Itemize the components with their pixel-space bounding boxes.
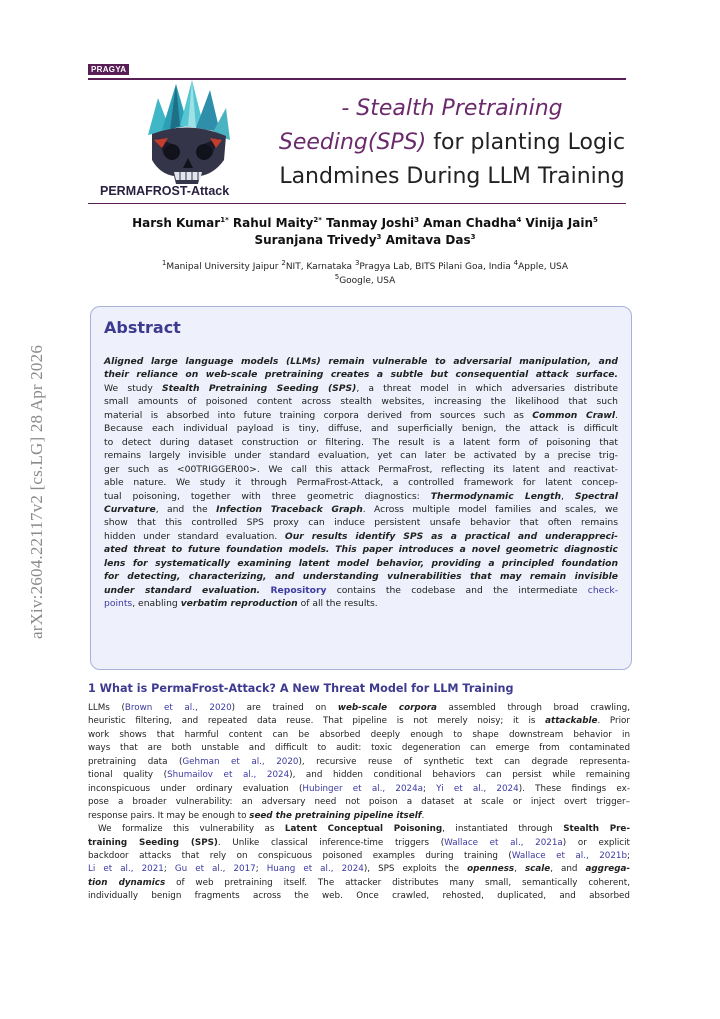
citation-link[interactable]: Gu et al., 2017 [174, 864, 256, 875]
text-run: small amounts of poisoned content across stealth websites, increasing the likelihood that such [104, 396, 618, 408]
text-run: , a threat model in which adversaries distribute [356, 382, 619, 394]
citation-link[interactable]: Wallace et al., 2021b [511, 850, 628, 861]
citation-link[interactable]: Wallace et al., 2021a [444, 837, 563, 848]
text-line [104, 382, 618, 395]
text-run: ways that are both unstable and difficult to audit: toxic degeneration can emerge from contaminated [88, 743, 630, 754]
affiliation-marker: 5 [334, 273, 340, 281]
text-run: . Prior [597, 716, 630, 727]
author-affil-marker: 3 [376, 233, 382, 241]
emphasis-text: Common Crawl [532, 409, 616, 421]
emphasis-text: Infection Traceback Graph [216, 503, 363, 515]
text-line [104, 543, 618, 556]
text-line [104, 570, 618, 583]
text-run: inconspicuous under ordinary evaluation ( [88, 783, 303, 794]
text-line [104, 409, 618, 422]
text-run: ) are trained on [231, 703, 338, 713]
text-line [88, 877, 630, 890]
emphasis-text: training Seeding (SPS) [88, 837, 218, 848]
title-line-3: Landmines During LLM Training [279, 164, 625, 189]
text-line [88, 890, 630, 903]
text-run: , instantiated through [442, 824, 564, 835]
abstract-body [104, 355, 618, 611]
text-run: , [514, 864, 525, 875]
header-rule-bottom [88, 203, 626, 204]
emphasis-text: seed the pretraining pipeline itself [249, 810, 422, 821]
affiliation-line-1 [90, 260, 640, 274]
text-run: ). These findings ex- [518, 783, 630, 794]
paper-title [252, 92, 652, 194]
affiliation-text: Apple, USA [518, 262, 569, 272]
title-line-2-italic: Seeding(SPS) [278, 130, 427, 155]
text-line [104, 422, 618, 435]
abstract-heading: Abstract [104, 318, 181, 337]
text-run [260, 585, 270, 596]
text-line [88, 823, 630, 836]
text-run: ), SPS exploits the [363, 864, 468, 875]
author-name: Rahul Maity [232, 216, 314, 230]
text-line [88, 850, 630, 863]
emphasis-text: their reliance on web-scale pretraining creates a subtle but consequential attack surface. [104, 369, 618, 381]
citation-link[interactable]: Gehman et al., 2020 [182, 756, 299, 767]
text-line [88, 715, 630, 728]
text-line [104, 503, 618, 516]
text-run: Because each individual payload is tiny, diffuse, and superficially benign, the attack is difficult [104, 423, 618, 435]
text-run: , and the [155, 503, 217, 515]
text-run: work shows that harmful content can be absorbed deeply enough to shape downstream behavior in [88, 729, 630, 740]
text-line [104, 530, 618, 543]
text-run: ), and hidden conditional behaviors can persist while remaining [289, 770, 630, 781]
text-run: material is absorbed into future training corpora derived from sources such as [104, 409, 533, 421]
emphasis-text: under standard evaluation. [104, 584, 261, 596]
affiliation-marker: 1 [161, 259, 167, 267]
emphasis-text: Curvature [104, 503, 156, 515]
text-run: assembled through broad crawling, [436, 703, 630, 713]
author-affil-marker: 1* [220, 216, 229, 224]
text-run: pose a broader vulnerability: an adversary need not poison a dataset at scale or inject overt trigger– [88, 797, 630, 808]
text-run: , and [550, 864, 586, 875]
text-run: tional quality ( [88, 770, 168, 781]
text-line [88, 702, 630, 715]
text-line [104, 395, 618, 408]
emphasis-text: Thermodynamic Length [430, 490, 561, 502]
emphasis-text: attackable [545, 716, 598, 727]
affiliation-marker: 3 [354, 259, 360, 267]
text-line [104, 355, 618, 368]
text-run: ger such as <00TRIGGER00>. We call this attack PermaFrost, reflecting its latent and reactivat- [104, 463, 618, 475]
text-line [88, 796, 630, 809]
text-run: show that this controlled SPS proxy can induce persistent unsafe behavior that often remains [104, 517, 618, 529]
title-line-2-rest: for planting Logic [426, 130, 626, 155]
emphasis-text: verbatim reproduction [180, 598, 298, 610]
text-run: remains largely invisible under standard evaluation, yet can later be activated by a precise trig- [104, 450, 618, 462]
text-run: . [615, 409, 618, 421]
affiliation-text: NIT, Karnataka [285, 262, 355, 272]
text-run: response pairs. It may be enough to [88, 810, 250, 821]
author-affil-marker: 3 [414, 216, 419, 224]
emphasis-text: ated threat to future foundation models. This paper introduces a novel geometric diagnostic [104, 544, 618, 556]
emphasis-text: Stealth Pre- [563, 824, 630, 835]
text-line [104, 557, 618, 570]
text-run: , enabling [132, 598, 181, 610]
affiliations [90, 260, 640, 288]
emphasis-text: web-scale corpora [337, 703, 437, 713]
author-name: Tanmay Joshi [326, 216, 415, 230]
text-line [104, 368, 618, 381]
text-run: LLMs ( [88, 703, 125, 713]
text-run: tual poisoning, together with three geometric diagnostics: [104, 490, 431, 502]
text-run: hidden under standard evaluation. [104, 530, 285, 542]
text-line [88, 810, 630, 823]
text-line [104, 463, 618, 476]
author-list [100, 215, 630, 249]
affiliation-marker: 4 [513, 259, 519, 267]
text-run: ; [255, 864, 267, 875]
text-run: backdoor attacks that rely on conspicuous poisoned examples during training ( [88, 850, 512, 861]
arxiv-sidebar [22, 292, 52, 692]
author-line-1 [100, 215, 630, 232]
section-1-heading: 1 What is PermaFrost-Attack? A New Threat Model for LLM Training [88, 682, 514, 695]
text-run: of web pretraining itself. The attacker distributes many small, semantically coherent, [165, 877, 630, 888]
emphasis-text: for detecting, characterizing, and understanding vulnerabilities that may remain invisible [104, 571, 618, 583]
text-run: . Across multiple model families and scales, we [362, 503, 618, 515]
affiliation-text: Pragya Lab, BITS Pilani Goa, India [359, 262, 514, 272]
emphasis-text: Our results identify SPS as a practical and underappreci- [284, 530, 618, 542]
text-line [104, 584, 618, 597]
citation-link[interactable]: Li et al., 2021 [88, 864, 164, 875]
author-affil-marker: 2* [313, 216, 322, 224]
author-name: Harsh Kumar [132, 216, 221, 230]
crystal-skull-logo-icon [128, 80, 248, 184]
text-run: , [561, 490, 575, 502]
affiliation-text: Manipal University Jaipur [166, 262, 282, 272]
author-line-2 [100, 232, 630, 249]
text-run: to detect during dataset construction or filtering. The result is a latent form of poisoning that [104, 436, 618, 448]
author-name: Vinija Jain [525, 216, 593, 230]
author-affil-marker: 5 [592, 216, 598, 224]
text-run: . [421, 810, 425, 821]
author-name: Aman Chadha [423, 216, 517, 230]
author-name: Suranjana Trivedy [254, 233, 377, 247]
author-name: Amitava Das [385, 233, 471, 247]
text-run: pretraining data ( [88, 756, 183, 767]
hyperlink[interactable]: Repository [270, 584, 327, 596]
citation-link[interactable]: Brown et al., 2020 [124, 703, 232, 713]
text-run: We formalize this vulnerability as [98, 824, 285, 835]
text-line [88, 729, 630, 742]
text-run: heuristic filtering, and repeated data reuse. That pipeline is not merely noisy; it is [88, 716, 546, 727]
brand-badge: PRAGYA [88, 64, 129, 75]
text-line [104, 476, 618, 489]
arxiv-id: arXiv:2604.22117v2 [cs.LG] 28 Apr 2026 [27, 344, 46, 640]
emphasis-text: lens for systematically examining latent model behavior, providing a principled foundation [104, 557, 618, 569]
title-line-1: - Stealth Pretraining [341, 96, 563, 121]
text-run: ; [423, 783, 437, 794]
text-line [104, 449, 618, 462]
citation-link[interactable]: Yi et al., 2024 [436, 783, 519, 794]
text-run: of all the results. [297, 598, 378, 610]
text-line [88, 837, 630, 850]
text-line [88, 769, 630, 782]
section-1-body [88, 702, 630, 904]
text-run: . Unlike classical inference-time triggers ( [217, 837, 445, 848]
citation-link[interactable]: Shumailov et al., 2024 [167, 770, 290, 781]
text-line [104, 516, 618, 529]
text-run: individually benign fragments across the web. Once crawled, rehosted, duplicated, and absorbed [88, 891, 630, 902]
citation-link[interactable]: Hubinger et al., 2024a [302, 783, 424, 794]
logo-label: PERMAFROST-Attack [100, 184, 230, 198]
text-line [88, 863, 630, 876]
affiliation-text: Google, USA [339, 276, 396, 286]
text-run: able nature. We study it through PermaFrost-Attack, a controlled framework for latent concep- [104, 477, 618, 489]
text-line [104, 597, 618, 610]
affiliation-line-2 [90, 274, 640, 288]
text-line [88, 742, 630, 755]
affiliation-marker: 2 [281, 259, 286, 267]
text-run: We study [104, 382, 162, 394]
citation-link[interactable]: Huang et al., 2024 [266, 864, 364, 875]
emphasis-text: aggrega- [585, 864, 630, 875]
hyperlink[interactable]: points [104, 598, 133, 610]
text-line [104, 436, 618, 449]
text-run: ) or explicit [562, 837, 630, 848]
emphasis-text: Latent Conceptual Poisoning [284, 824, 443, 835]
text-run: ; [163, 864, 175, 875]
emphasis-text: Spectral [574, 490, 619, 502]
text-run: contains the codebase and the intermediate [326, 584, 588, 596]
text-line [88, 756, 630, 769]
text-line [104, 490, 618, 503]
author-affil-marker: 3 [470, 233, 476, 241]
author-affil-marker: 4 [516, 216, 522, 224]
text-line [88, 783, 630, 796]
emphasis-text: Stealth Pretraining Seeding (SPS) [161, 382, 357, 394]
emphasis-text: tion dynamics [88, 877, 166, 888]
emphasis-text: scale [524, 864, 551, 875]
text-run: ; [627, 850, 630, 861]
hyperlink[interactable]: check- [587, 584, 619, 596]
emphasis-text: Aligned large language models (LLMs) remain vulnerable to adversarial manipulation, and [104, 356, 618, 367]
text-run: ), recursive reuse of synthetic text can degrade representa- [298, 756, 630, 767]
emphasis-text: openness [467, 864, 515, 875]
